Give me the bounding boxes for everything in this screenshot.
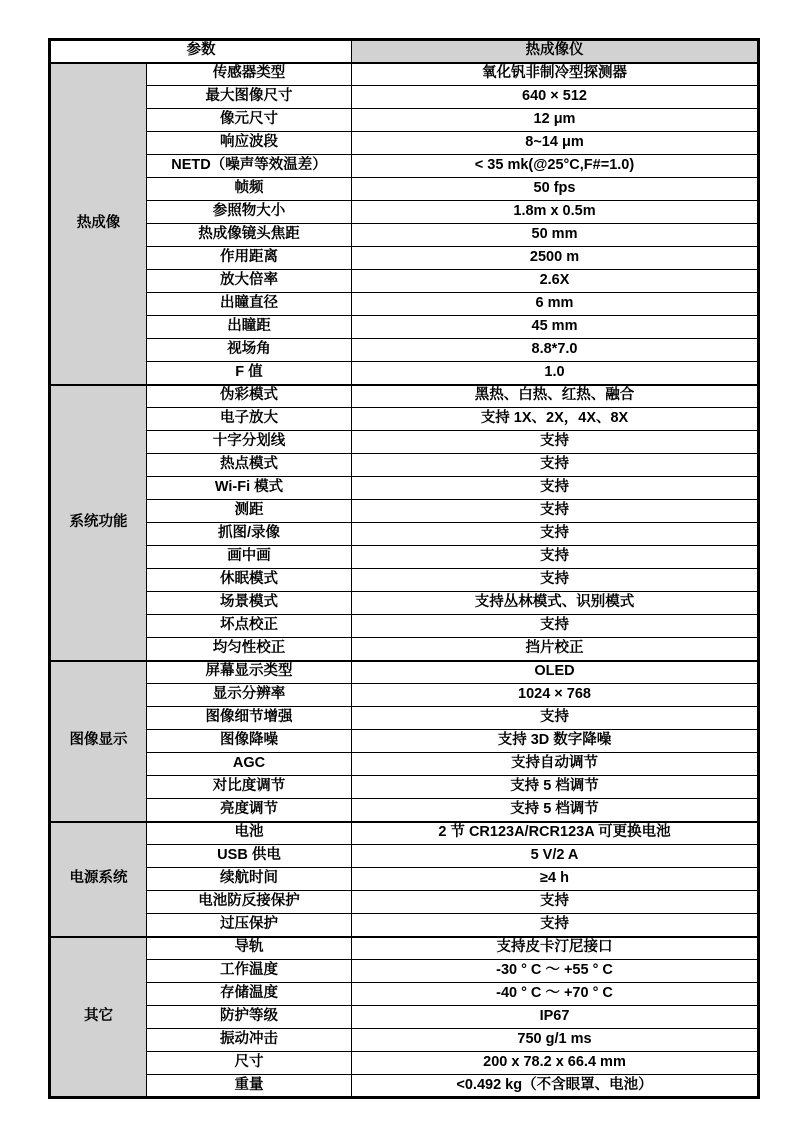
table-row [50,477,759,500]
table-row [50,684,759,707]
param-name-cell: 过压保护 [147,914,352,937]
param-value-cell: 支持 [352,707,759,730]
param-name-cell: 休眠模式 [147,569,352,592]
param-value-cell: -30 ° C ～ +55 ° C [352,960,759,983]
table-row [50,201,759,224]
table-row [50,155,759,178]
table-row [50,523,759,546]
param-name-cell: 参照物大小 [147,201,352,224]
header-cell-param: 参数 [50,40,352,63]
param-name-cell: 最大图像尺寸 [147,86,352,109]
param-name-cell: 像元尺寸 [147,109,352,132]
table-row [50,615,759,638]
table-row [50,1006,759,1029]
table-row [50,224,759,247]
param-name-cell: 均匀性校正 [147,638,352,661]
table-row [50,546,759,569]
table-row [50,638,759,661]
param-value-cell: 支持 [352,546,759,569]
table-row [50,960,759,983]
header-row [50,40,759,63]
table-row [50,270,759,293]
table-row [50,707,759,730]
table-row [50,178,759,201]
table-row [50,1029,759,1052]
param-value-cell: 8~14 μm [352,132,759,155]
param-name-cell: 电池防反接保护 [147,891,352,914]
header-cell-device: 热成像仪 [352,40,759,63]
param-value-cell: 支持自动调节 [352,753,759,776]
section-label: 热成像 [50,63,147,385]
param-value-cell: 支持 [352,500,759,523]
table-row [50,661,759,684]
param-name-cell: AGC [147,753,352,776]
table-row [50,569,759,592]
param-name-cell: 续航时间 [147,868,352,891]
section-label: 图像显示 [50,661,147,822]
section-label: 电源系统 [50,822,147,937]
param-name-cell: 画中画 [147,546,352,569]
table-row [50,316,759,339]
param-name-cell: 电子放大 [147,408,352,431]
param-value-cell: 支持 [352,454,759,477]
param-value-cell: 200 x 78.2 x 66.4 mm [352,1052,759,1075]
table-row [50,937,759,960]
param-name-cell: 工作温度 [147,960,352,983]
param-name-cell: 电池 [147,822,352,845]
table-row [50,109,759,132]
param-value-cell: -40 ° C ～ +70 ° C [352,983,759,1006]
table-row [50,385,759,408]
table-row [50,730,759,753]
param-value-cell: IP67 [352,1006,759,1029]
table-row [50,63,759,86]
param-value-cell: ≥4 h [352,868,759,891]
table-row [50,914,759,937]
param-name-cell: 振动冲击 [147,1029,352,1052]
param-name-cell: 十字分划线 [147,431,352,454]
table-row [50,293,759,316]
param-name-cell: 帧频 [147,178,352,201]
param-value-cell: 1.0 [352,362,759,385]
param-value-cell: 45 mm [352,316,759,339]
param-name-cell: 对比度调节 [147,776,352,799]
table-row [50,431,759,454]
param-value-cell: 12 μm [352,109,759,132]
param-name-cell: USB 供电 [147,845,352,868]
param-value-cell: 50 fps [352,178,759,201]
param-value-cell: 2 节 CR123A/RCR123A 可更换电池 [352,822,759,845]
param-name-cell: 图像细节增强 [147,707,352,730]
param-value-cell: < 35 mk(@25°C,F#=1.0) [352,155,759,178]
table-row [50,500,759,523]
table-row [50,753,759,776]
param-name-cell: NETD（噪声等效温差） [147,155,352,178]
param-value-cell: 5 V/2 A [352,845,759,868]
param-name-cell: 出瞳直径 [147,293,352,316]
param-value-cell: 支持 3D 数字降噪 [352,730,759,753]
param-value-cell: 750 g/1 ms [352,1029,759,1052]
param-name-cell: 热点模式 [147,454,352,477]
table-row [50,868,759,891]
param-name-cell: 坏点校正 [147,615,352,638]
table-row [50,454,759,477]
table-row [50,799,759,822]
param-name-cell: 存储温度 [147,983,352,1006]
param-value-cell: 支持 [352,523,759,546]
table-row [50,86,759,109]
param-name-cell: 屏幕显示类型 [147,661,352,684]
param-value-cell: 支持皮卡汀尼接口 [352,937,759,960]
param-value-cell: 支持 5 档调节 [352,799,759,822]
table-row [50,1052,759,1075]
table-row [50,339,759,362]
param-value-cell: 8.8*7.0 [352,339,759,362]
section-label: 其它 [50,937,147,1098]
param-name-cell: 作用距离 [147,247,352,270]
param-value-cell: OLED [352,661,759,684]
param-name-cell: 放大倍率 [147,270,352,293]
table-row [50,1075,759,1098]
param-name-cell: 抓图/录像 [147,523,352,546]
table-row [50,983,759,1006]
table-row [50,132,759,155]
param-value-cell: 1.8m x 0.5m [352,201,759,224]
table-row [50,776,759,799]
table-row [50,822,759,845]
param-value-cell: 支持 [352,431,759,454]
param-name-cell: 尺寸 [147,1052,352,1075]
param-name-cell: 传感器类型 [147,63,352,86]
param-name-cell: 导轨 [147,937,352,960]
param-value-cell: 黑热、白热、红热、融合 [352,385,759,408]
param-name-cell: 场景模式 [147,592,352,615]
param-name-cell: 重量 [147,1075,352,1098]
table-row [50,592,759,615]
param-name-cell: 出瞳距 [147,316,352,339]
param-name-cell: F 值 [147,362,352,385]
param-value-cell: 支持 [352,477,759,500]
param-value-cell: 支持 [352,891,759,914]
param-name-cell: 显示分辨率 [147,684,352,707]
param-name-cell: 响应波段 [147,132,352,155]
param-value-cell: 氧化钒非制冷型探测器 [352,63,759,86]
param-name-cell: 测距 [147,500,352,523]
param-value-cell: 挡片校正 [352,638,759,661]
table-row [50,891,759,914]
param-name-cell: Wi-Fi 模式 [147,477,352,500]
param-name-cell: 亮度调节 [147,799,352,822]
table-row [50,408,759,431]
param-value-cell: 1024 × 768 [352,684,759,707]
param-value-cell: 2.6X [352,270,759,293]
param-value-cell: 支持 5 档调节 [352,776,759,799]
param-value-cell: 6 mm [352,293,759,316]
table-row [50,362,759,385]
table-row [50,845,759,868]
param-name-cell: 伪彩模式 [147,385,352,408]
spec-table [48,38,760,1099]
param-name-cell: 防护等级 [147,1006,352,1029]
param-value-cell: 50 mm [352,224,759,247]
param-value-cell: 支持 1X、2X，4X、8X [352,408,759,431]
param-value-cell: 支持丛林模式、识别模式 [352,592,759,615]
param-value-cell: <0.492 kg（不含眼罩、电池） [352,1075,759,1098]
param-value-cell: 支持 [352,615,759,638]
param-name-cell: 热成像镜头焦距 [147,224,352,247]
section-label: 系统功能 [50,385,147,661]
param-name-cell: 视场角 [147,339,352,362]
spec-table-body [50,40,759,1098]
param-value-cell: 640 × 512 [352,86,759,109]
param-value-cell: 支持 [352,914,759,937]
param-value-cell: 支持 [352,569,759,592]
table-row [50,247,759,270]
param-value-cell: 2500 m [352,247,759,270]
param-name-cell: 图像降噪 [147,730,352,753]
